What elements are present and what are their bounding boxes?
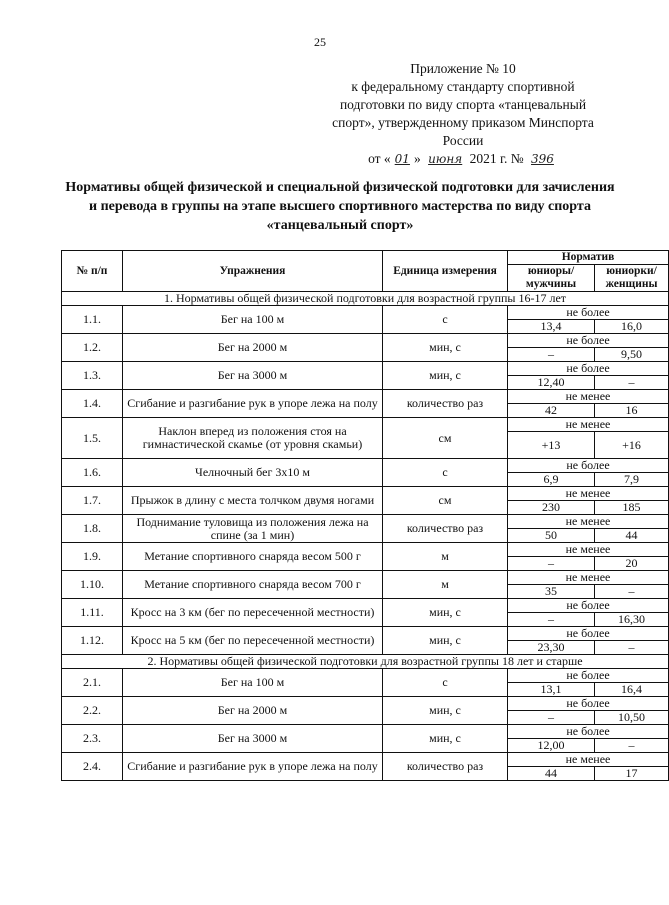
- header-unit: Единица измерения: [383, 251, 508, 292]
- unit-of-measure: см: [383, 487, 508, 515]
- row-number: 1.4.: [62, 390, 123, 418]
- table-row: [62, 459, 669, 473]
- table-row: [62, 599, 669, 613]
- unit-of-measure: с: [383, 669, 508, 697]
- row-number: 1.5.: [62, 418, 123, 459]
- norm-value-female: –: [595, 585, 669, 599]
- norm-condition: не более: [508, 599, 669, 613]
- table-row: [62, 418, 669, 432]
- norm-value-male: 42: [508, 404, 595, 418]
- table-body: [62, 292, 669, 781]
- appendix-description: к федеральному стандарту спортивной подготовки по виду спорта «танцевальный спорт», утвержденному приказом Минспорта России: [332, 79, 594, 148]
- exercise-name: Метание спортивного снаряда весом 500 г: [123, 543, 383, 571]
- date-year: 2021 г. №: [469, 151, 524, 166]
- table-row: [62, 487, 669, 501]
- handwritten-month: июня: [428, 152, 463, 166]
- norm-value-male: 13,1: [508, 683, 595, 697]
- exercise-name: Бег на 3000 м: [123, 362, 383, 390]
- norm-value-female: 20: [595, 557, 669, 571]
- date-prefix: от «: [368, 151, 391, 166]
- norm-condition: не более: [508, 627, 669, 641]
- row-number: 1.1.: [62, 306, 123, 334]
- row-number: 1.12.: [62, 627, 123, 655]
- table-row: [62, 725, 669, 739]
- exercise-name: Кросс на 3 км (бег по пересеченной местности): [123, 599, 383, 627]
- section-header-row: [62, 292, 669, 306]
- norm-value-male: 6,9: [508, 473, 595, 487]
- row-number: 1.6.: [62, 459, 123, 487]
- row-number: 1.10.: [62, 571, 123, 599]
- norm-value-female: 10,50: [595, 711, 669, 725]
- header-num: № п/п: [62, 251, 123, 292]
- order-date-line: [318, 150, 608, 168]
- norm-value-male: 35: [508, 585, 595, 599]
- section-header-row: [62, 655, 669, 669]
- exercise-name: Поднимание туловища из положения лежа на спине (за 1 мин): [123, 515, 383, 543]
- norm-value-male: 13,4: [508, 320, 595, 334]
- norm-value-female: –: [595, 641, 669, 655]
- exercise-name: Наклон вперед из положения стоя на гимнастической скамье (от уровня скамьи): [123, 418, 383, 459]
- unit-of-measure: количество раз: [383, 753, 508, 781]
- norm-value-female: 185: [595, 501, 669, 515]
- norm-condition: не менее: [508, 543, 669, 557]
- table-row: [62, 334, 669, 348]
- date-mid: »: [413, 151, 421, 166]
- exercise-name: Бег на 3000 м: [123, 725, 383, 753]
- unit-of-measure: м: [383, 543, 508, 571]
- table-row: [62, 390, 669, 404]
- unit-of-measure: количество раз: [383, 515, 508, 543]
- norm-condition: не более: [508, 459, 669, 473]
- norm-value-female: +16: [595, 432, 669, 459]
- exercise-name: Бег на 2000 м: [123, 697, 383, 725]
- unit-of-measure: мин, с: [383, 627, 508, 655]
- table-row: [62, 362, 669, 376]
- norm-value-male: 23,30: [508, 641, 595, 655]
- table-row: [62, 627, 669, 641]
- norm-condition: не менее: [508, 418, 669, 432]
- norm-value-female: 16,0: [595, 320, 669, 334]
- norm-value-male: –: [508, 557, 595, 571]
- exercise-name: Бег на 100 м: [123, 306, 383, 334]
- appendix-number: Приложение № 10: [410, 61, 516, 76]
- page-number: 25: [314, 35, 326, 49]
- norm-value-male: 12,40: [508, 376, 595, 390]
- table-row: [62, 697, 669, 711]
- handwritten-day: 01: [394, 152, 410, 166]
- norm-value-female: 7,9: [595, 473, 669, 487]
- norm-condition: не менее: [508, 571, 669, 585]
- norm-condition: не менее: [508, 487, 669, 501]
- section-title: 2. Нормативы общей физической подготовки для возрастной группы 18 лет и старше: [62, 655, 669, 669]
- norm-value-male: +13: [508, 432, 595, 459]
- norm-condition: не более: [508, 725, 669, 739]
- row-number: 1.2.: [62, 334, 123, 362]
- exercise-name: Бег на 100 м: [123, 669, 383, 697]
- unit-of-measure: м: [383, 571, 508, 599]
- norm-value-female: 17: [595, 767, 669, 781]
- handwritten-order-number: 396: [531, 152, 554, 166]
- table-row: [62, 543, 669, 557]
- unit-of-measure: см: [383, 418, 508, 459]
- header-norm: Норматив: [508, 251, 669, 265]
- unit-of-measure: мин, с: [383, 362, 508, 390]
- unit-of-measure: с: [383, 459, 508, 487]
- section-title: 1. Нормативы общей физической подготовки для возрастной группы 16-17 лет: [62, 292, 669, 306]
- exercise-name: Метание спортивного снаряда весом 700 г: [123, 571, 383, 599]
- exercise-name: Сгибание и разгибание рук в упоре лежа на полу: [123, 390, 383, 418]
- norm-value-female: –: [595, 376, 669, 390]
- row-number: 2.2.: [62, 697, 123, 725]
- unit-of-measure: мин, с: [383, 334, 508, 362]
- table-row: [62, 669, 669, 683]
- standards-table: [61, 250, 669, 781]
- norm-condition: не более: [508, 334, 669, 348]
- header-exercise: Упражнения: [123, 251, 383, 292]
- norm-value-male: –: [508, 711, 595, 725]
- table-row: [62, 306, 669, 320]
- unit-of-measure: мин, с: [383, 725, 508, 753]
- table-row: [62, 571, 669, 585]
- row-number: 1.7.: [62, 487, 123, 515]
- exercise-name: Бег на 2000 м: [123, 334, 383, 362]
- norm-value-female: 16: [595, 404, 669, 418]
- norm-value-female: 9,50: [595, 348, 669, 362]
- norm-value-male: –: [508, 348, 595, 362]
- norm-value-male: 230: [508, 501, 595, 515]
- row-number: 1.8.: [62, 515, 123, 543]
- norm-value-female: 44: [595, 529, 669, 543]
- header-juniors: юниоры/ мужчины: [508, 265, 595, 292]
- row-number: 2.1.: [62, 669, 123, 697]
- unit-of-measure: мин, с: [383, 697, 508, 725]
- norm-value-female: –: [595, 739, 669, 753]
- norm-condition: не менее: [508, 515, 669, 529]
- norm-condition: не более: [508, 697, 669, 711]
- unit-of-measure: мин, с: [383, 599, 508, 627]
- exercise-name: Челночный бег 3х10 м: [123, 459, 383, 487]
- unit-of-measure: количество раз: [383, 390, 508, 418]
- row-number: 1.3.: [62, 362, 123, 390]
- row-number: 2.3.: [62, 725, 123, 753]
- exercise-name: Сгибание и разгибание рук в упоре лежа на полу: [123, 753, 383, 781]
- norm-value-female: 16,30: [595, 613, 669, 627]
- exercise-name: Кросс на 5 км (бег по пересеченной местности): [123, 627, 383, 655]
- norm-condition: не более: [508, 306, 669, 320]
- unit-of-measure: с: [383, 306, 508, 334]
- header-juniorettes: юниорки/ женщины: [595, 265, 669, 292]
- table-row: [62, 753, 669, 767]
- row-number: 1.9.: [62, 543, 123, 571]
- norm-value-male: –: [508, 613, 595, 627]
- exercise-name: Прыжок в длину с места толчком двумя ногами: [123, 487, 383, 515]
- norm-condition: не более: [508, 669, 669, 683]
- row-number: 1.11.: [62, 599, 123, 627]
- norm-condition: не более: [508, 362, 669, 376]
- document-title: Нормативы общей физической и специальной физической подготовки для зачисления и перевода в группы на этапе высшего спортивного мастерства по виду спорта «танцевальный спорт»: [65, 180, 615, 233]
- norm-value-male: 44: [508, 767, 595, 781]
- appendix-header: [318, 60, 608, 168]
- norm-condition: не менее: [508, 753, 669, 767]
- row-number: 2.4.: [62, 753, 123, 781]
- norm-value-female: 16,4: [595, 683, 669, 697]
- table-row: [62, 515, 669, 529]
- norm-value-male: 50: [508, 529, 595, 543]
- norm-condition: не менее: [508, 390, 669, 404]
- norm-value-male: 12,00: [508, 739, 595, 753]
